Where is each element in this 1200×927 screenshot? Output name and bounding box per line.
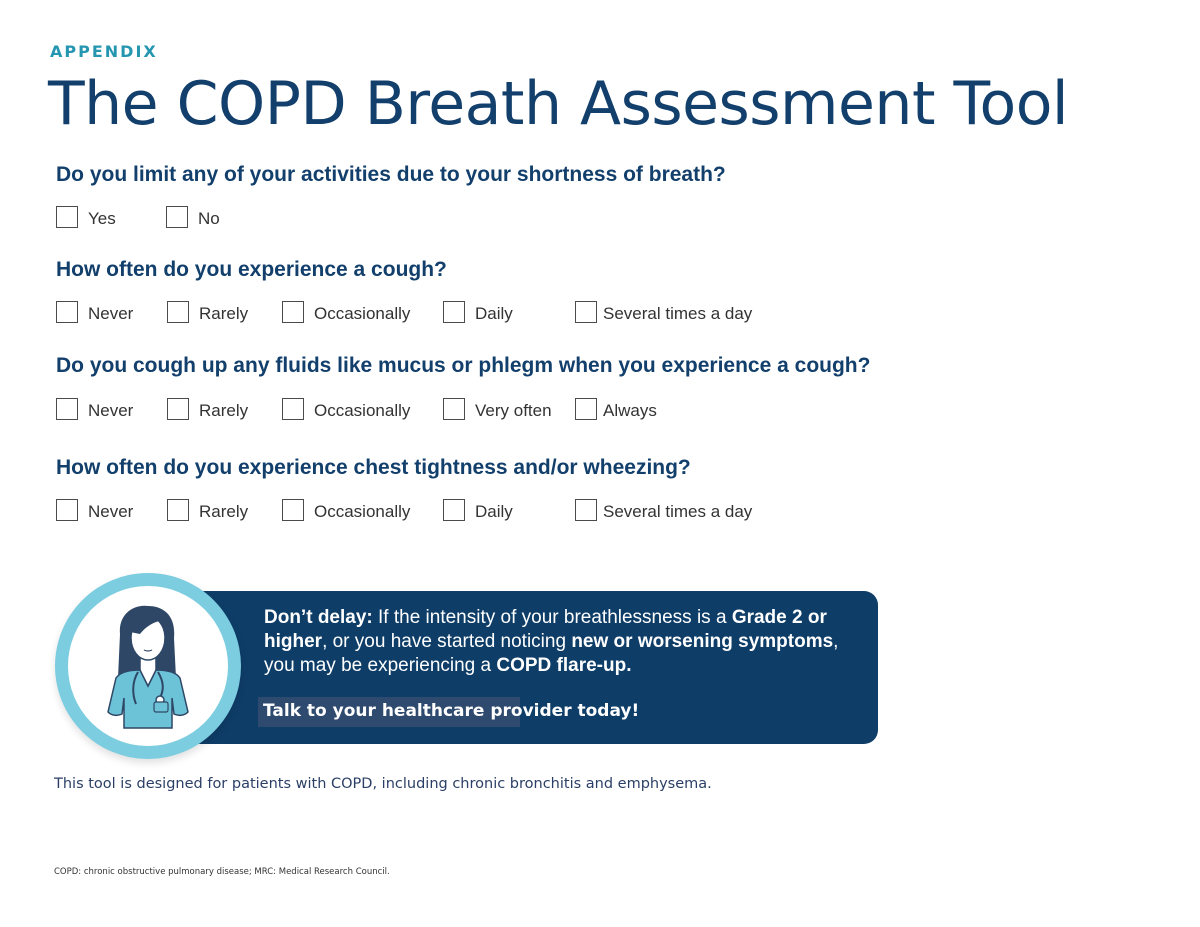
checkbox[interactable] [575,301,597,323]
tool-note: This tool is designed for patients with COPD, including chronic bronchitis and emphysema. [54,776,712,792]
question-3: Do you cough up any fluids like mucus or phlegm when you experience a cough? [56,354,871,377]
checkbox[interactable] [56,206,78,228]
question-2-options [56,301,856,331]
option-label: Never [88,502,134,521]
option-label: Never [88,304,134,323]
checkbox[interactable] [443,398,465,420]
option-label: Rarely [199,304,249,323]
checkbox[interactable] [167,301,189,323]
callout-text-part: , or you have started noticing [322,631,572,652]
option-label: Never [88,401,134,420]
callout-text-part: If the intensity of your breathlessness is a [372,607,732,628]
nurse-illustration-icon [68,586,228,746]
callout-flare: COPD flare-up. [496,655,632,676]
checkbox[interactable] [282,499,304,521]
option-label: Always [603,401,657,420]
callout-text [264,606,864,678]
callout-cta: Talk to your healthcare provider today! [263,701,640,721]
footnote: COPD: chronic obstructive pulmonary disease; MRC: Medical Research Council. [54,867,390,877]
checkbox[interactable] [167,398,189,420]
checkbox[interactable] [167,499,189,521]
option-label: Occasionally [314,502,411,521]
option-label: Occasionally [314,304,411,323]
question-1: Do you limit any of your activities due to your shortness of breath? [56,163,726,186]
checkbox[interactable] [575,499,597,521]
page-title: The COPD Breath Assessment Tool [48,69,1069,139]
callout-text-part: , you may be experiencing a [264,631,839,676]
checkbox[interactable] [56,398,78,420]
option-label: Several times a day [603,304,753,323]
option-label: Several times a day [603,502,753,521]
appendix-label: APPENDIX [50,42,158,61]
checkbox[interactable] [575,398,597,420]
option-label: Occasionally [314,401,411,420]
option-label: Very often [475,401,552,420]
option-label: Rarely [199,502,249,521]
checkbox[interactable] [166,206,188,228]
checkbox[interactable] [282,301,304,323]
option-label: Rarely [199,401,249,420]
callout-new-symptoms: new or worsening symptoms [571,631,834,652]
option-label: Daily [475,304,513,323]
question-4-options [56,499,856,529]
question-3-options [56,398,856,428]
checkbox[interactable] [56,301,78,323]
option-label: Daily [475,502,513,521]
callout-lead: Don’t delay: [264,607,373,628]
option-label: Yes [88,209,116,228]
question-1-options [56,206,856,236]
callout-grade: Grade 2 or higher [264,607,827,652]
question-2: How often do you experience a cough? [56,258,447,281]
checkbox[interactable] [56,499,78,521]
checkbox[interactable] [443,499,465,521]
option-label: No [198,209,220,228]
checkbox[interactable] [282,398,304,420]
checkbox[interactable] [443,301,465,323]
question-4: How often do you experience chest tightness and/or wheezing? [56,456,691,479]
